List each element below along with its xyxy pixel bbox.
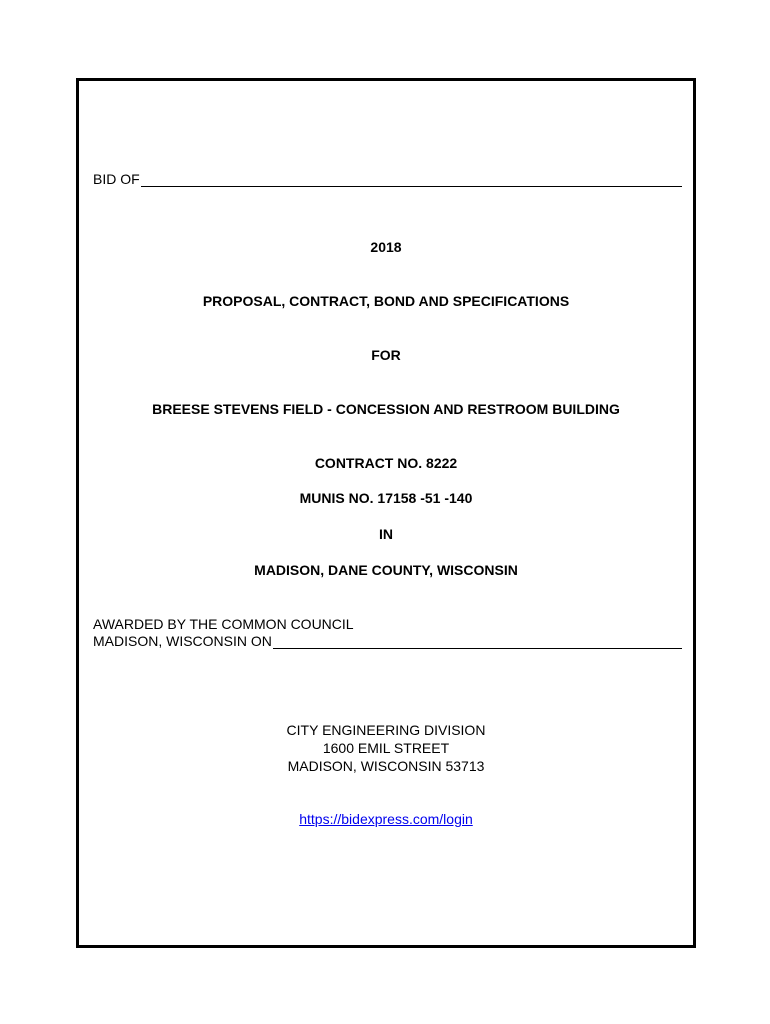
street-address: 1600 EMIL STREET: [322, 740, 450, 756]
in-label: IN: [379, 526, 393, 542]
bidexpress-link[interactable]: https://bidexpress.com/login: [299, 811, 473, 827]
contract-number: CONTRACT NO. 8222: [314, 455, 458, 471]
document-border: [76, 78, 696, 948]
for-label: FOR: [371, 347, 401, 363]
bid-of-row: [93, 171, 682, 187]
awarded-line-2: MADISON, WISCONSIN ON: [93, 633, 272, 649]
munis-number: MUNIS NO. 17158 -51 -140: [299, 490, 473, 506]
awarded-line-1: AWARDED BY THE COMMON COUNCIL: [93, 616, 354, 632]
document-heading: PROPOSAL, CONTRACT, BOND AND SPECIFICATIONS: [202, 293, 570, 309]
bid-of-label: BID OF: [93, 171, 140, 187]
awarded-on-blank-line: [273, 634, 682, 649]
division-name: CITY ENGINEERING DIVISION: [286, 722, 486, 738]
url-row: [79, 811, 693, 827]
awarded-block: [93, 615, 354, 633]
project-title: BREESE STEVENS FIELD - CONCESSION AND RESTROOM BUILDING: [152, 401, 620, 417]
city-state-zip: MADISON, WISCONSIN 53713: [287, 758, 485, 774]
awarded-on-row: [93, 633, 682, 649]
bid-of-blank-line: [141, 172, 682, 187]
location: MADISON, DANE COUNTY, WISCONSIN: [254, 562, 518, 578]
year: 2018: [370, 239, 402, 255]
